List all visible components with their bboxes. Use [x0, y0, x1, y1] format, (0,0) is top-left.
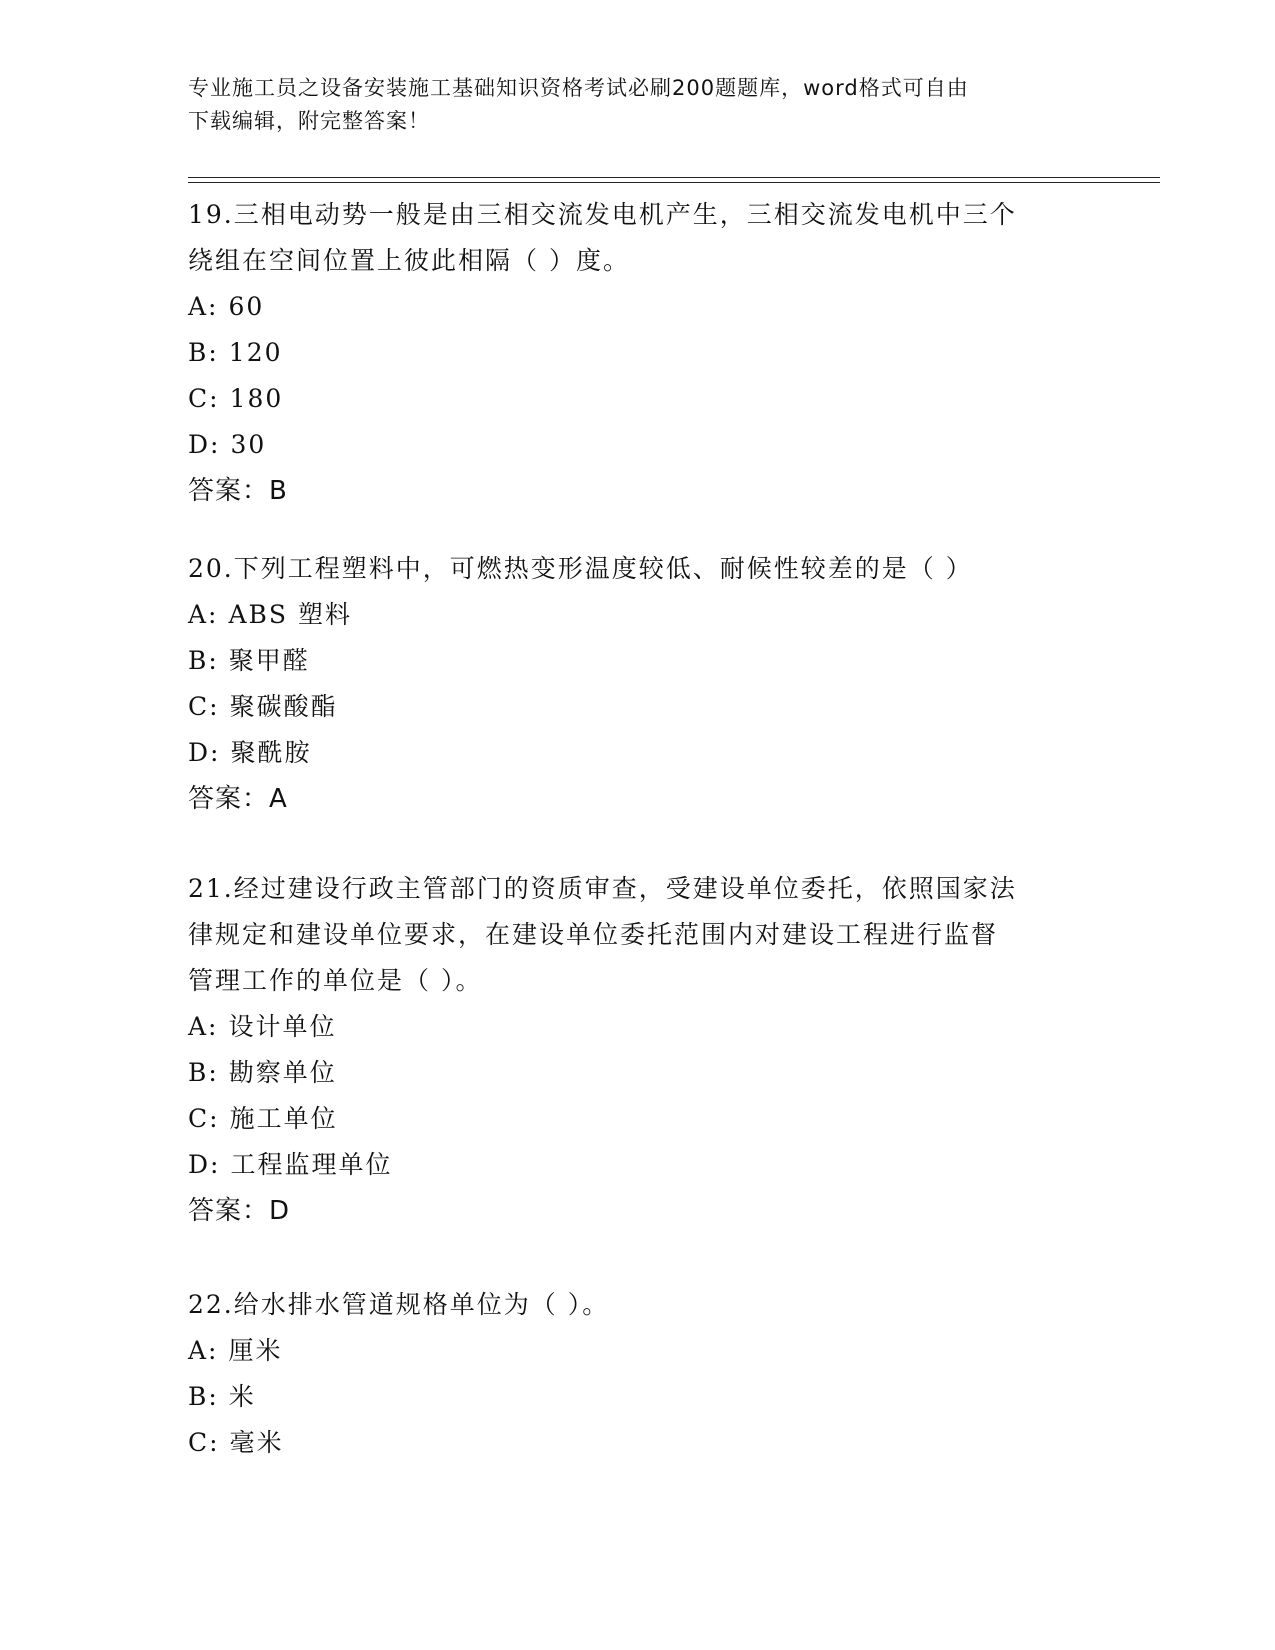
option-text: 60 [228, 292, 265, 321]
question-19 [188, 192, 1088, 514]
option-text: 120 [228, 338, 283, 367]
option-key: A: [188, 1336, 219, 1365]
option-key: C: [188, 1428, 220, 1457]
option-text: 勘察单位 [228, 1058, 337, 1087]
option-key: B: [188, 338, 219, 367]
option-key: D: [188, 738, 221, 767]
question-22 [188, 1282, 1088, 1466]
option-d [188, 1142, 1088, 1188]
option-text: 设计单位 [228, 1012, 337, 1041]
option-a [188, 284, 1088, 330]
answer: 答案：A [188, 784, 288, 814]
question-stem-line: 绕组在空间位置上彼此相隔（ ）度。 [188, 246, 630, 275]
option-text: 米 [228, 1382, 256, 1411]
question-stem-line: 管理工作的单位是（ ）。 [188, 966, 483, 995]
question-stem-line: 19.三相电动势一般是由三相交流发电机产生，三相交流发电机中三个 [188, 200, 1017, 229]
question-20 [188, 546, 1088, 822]
option-c [188, 376, 1088, 422]
question-21 [188, 866, 1088, 1234]
question-stem-line: 21.经过建设行政主管部门的资质审查，受建设单位委托，依照国家法 [188, 874, 1017, 903]
option-text: 聚甲醛 [228, 646, 310, 675]
option-text: 聚碳酸酯 [229, 692, 338, 721]
option-key: B: [188, 1382, 219, 1411]
header-line-1: 专业施工员之设备安装施工基础知识资格考试必刷200题题库，word格式可自由 [188, 76, 969, 100]
option-key: B: [188, 646, 219, 675]
header-divider-top [188, 177, 1160, 178]
header-divider-bottom [188, 182, 1160, 183]
option-b [188, 638, 1088, 684]
option-text: 工程监理单位 [230, 1150, 393, 1179]
header-line-2: 下载编辑，附完整答案！ [188, 109, 430, 133]
option-text: 毫米 [229, 1428, 284, 1457]
option-c [188, 1420, 1088, 1466]
option-b [188, 330, 1088, 376]
option-text: 施工单位 [229, 1104, 338, 1133]
option-a [188, 1004, 1088, 1050]
option-b [188, 1374, 1088, 1420]
option-d [188, 422, 1088, 468]
option-text: 180 [229, 384, 284, 413]
option-d [188, 730, 1088, 776]
question-stem-line: 20.下列工程塑料中，可燃热变形温度较低、耐候性较差的是（ ） [188, 554, 973, 583]
option-text: 聚酰胺 [230, 738, 312, 767]
question-stem-line: 律规定和建设单位要求，在建设单位委托范围内对建设工程进行监督 [188, 920, 999, 949]
option-b [188, 1050, 1088, 1096]
option-a [188, 592, 1088, 638]
answer: 答案：B [188, 476, 288, 506]
option-text: 30 [230, 430, 267, 459]
option-key: C: [188, 692, 220, 721]
option-key: C: [188, 1104, 220, 1133]
option-a [188, 1328, 1088, 1374]
option-key: A: [188, 292, 219, 321]
document-header [188, 72, 1068, 138]
option-c [188, 684, 1088, 730]
option-key: A: [188, 1012, 219, 1041]
question-stem-line: 22.给水排水管道规格单位为（ ）。 [188, 1290, 610, 1319]
option-c [188, 1096, 1088, 1142]
option-key: D: [188, 1150, 221, 1179]
answer: 答案：D [188, 1196, 291, 1226]
option-text: 厘米 [228, 1336, 283, 1365]
option-key: C: [188, 384, 220, 413]
option-key: D: [188, 430, 221, 459]
option-key: A: [188, 600, 219, 629]
option-key: B: [188, 1058, 219, 1087]
option-text: ABS 塑料 [228, 600, 352, 629]
